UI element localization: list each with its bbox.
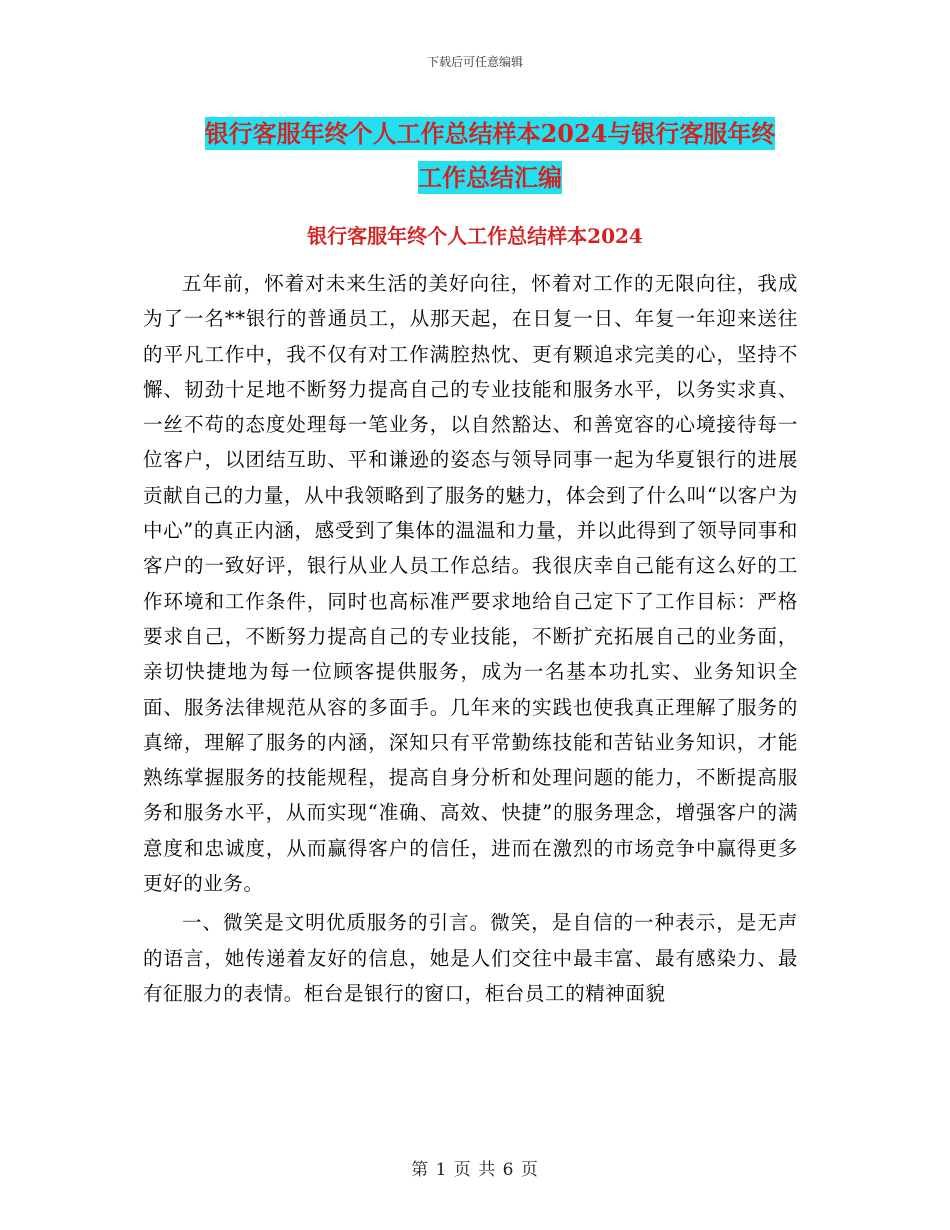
header-note: 下载后可任意编辑 bbox=[426, 55, 523, 69]
document-title-line-2: 工作总结汇编 bbox=[418, 163, 562, 192]
section-title: 银行客服年终个人工作总结样本2024 bbox=[307, 224, 643, 248]
paragraph: 五年前，怀着对未来生活的美好向往，怀着对工作的无限向往，我成为了一名**银行的普通员工，从那天起，在日复一日、年复一年迎来送往的平凡工作中，我不仅有对工作满腔热忱、更有颗追求完美的心，坚持不懈、韧劲十足地不断努力提高自己的专业技能和服务水平，以务实求真、一丝不苟的态度处理每一笔业务，以自然豁达、和善宽容的心境接待每一位客户，以团结互助、平和谦逊的姿态与领导同事一起为华夏银行的进展贡献自己的力量，从中我领略到了服务的魅力，体会到了什么叫“以客户为中心”的真正内涵，感受到了集体的温温和力量，并以此得到了领导同事和客户的一致好评，银行从业人员工作总结。我很庆幸自己能有这么好的工作环境和工作条件，同时也高标准严要求地给自己定下了工作目标：严格要求自己，不断努力提高自己的专业技能，不断扩充拓展自己的业务面，亲切快捷地为每一位顾客提供服务，成为一名基本功扎实、业务知识全面、服务法律规范从容的多面手。几年来的实践也使我真正理解了服务的真缔，理解了服务的内涵，深知只有平常勤练技能和苦钻业务知识，才能熟练掌握服务的技能规程，提高自身分析和处理问题的能力，不断提高服务和服务水平，从而实现“准确、高效、快捷”的服务理念，增强客户的满意度和忠诚度，从而赢得客户的信任，进而在激烈的市场竞争中赢得更多更好的业务。 bbox=[143, 272, 798, 896]
document-title-line-1: 银行客服年终个人工作总结样本2024与银行客服年终 bbox=[204, 119, 776, 148]
paragraph: 一、微笑是文明优质服务的引言。微笑，是自信的一种表示，是无声的语言，她传递着友好的信息，她是人们交往中最丰富、最有感染力、最有征服力的表情。柜台是银行的窗口，柜台员工的精神面貌 bbox=[143, 911, 798, 1005]
document-title bbox=[140, 112, 840, 200]
body-text bbox=[143, 266, 798, 1015]
page-number: 第 1 页 共 6 页 bbox=[411, 1160, 539, 1180]
